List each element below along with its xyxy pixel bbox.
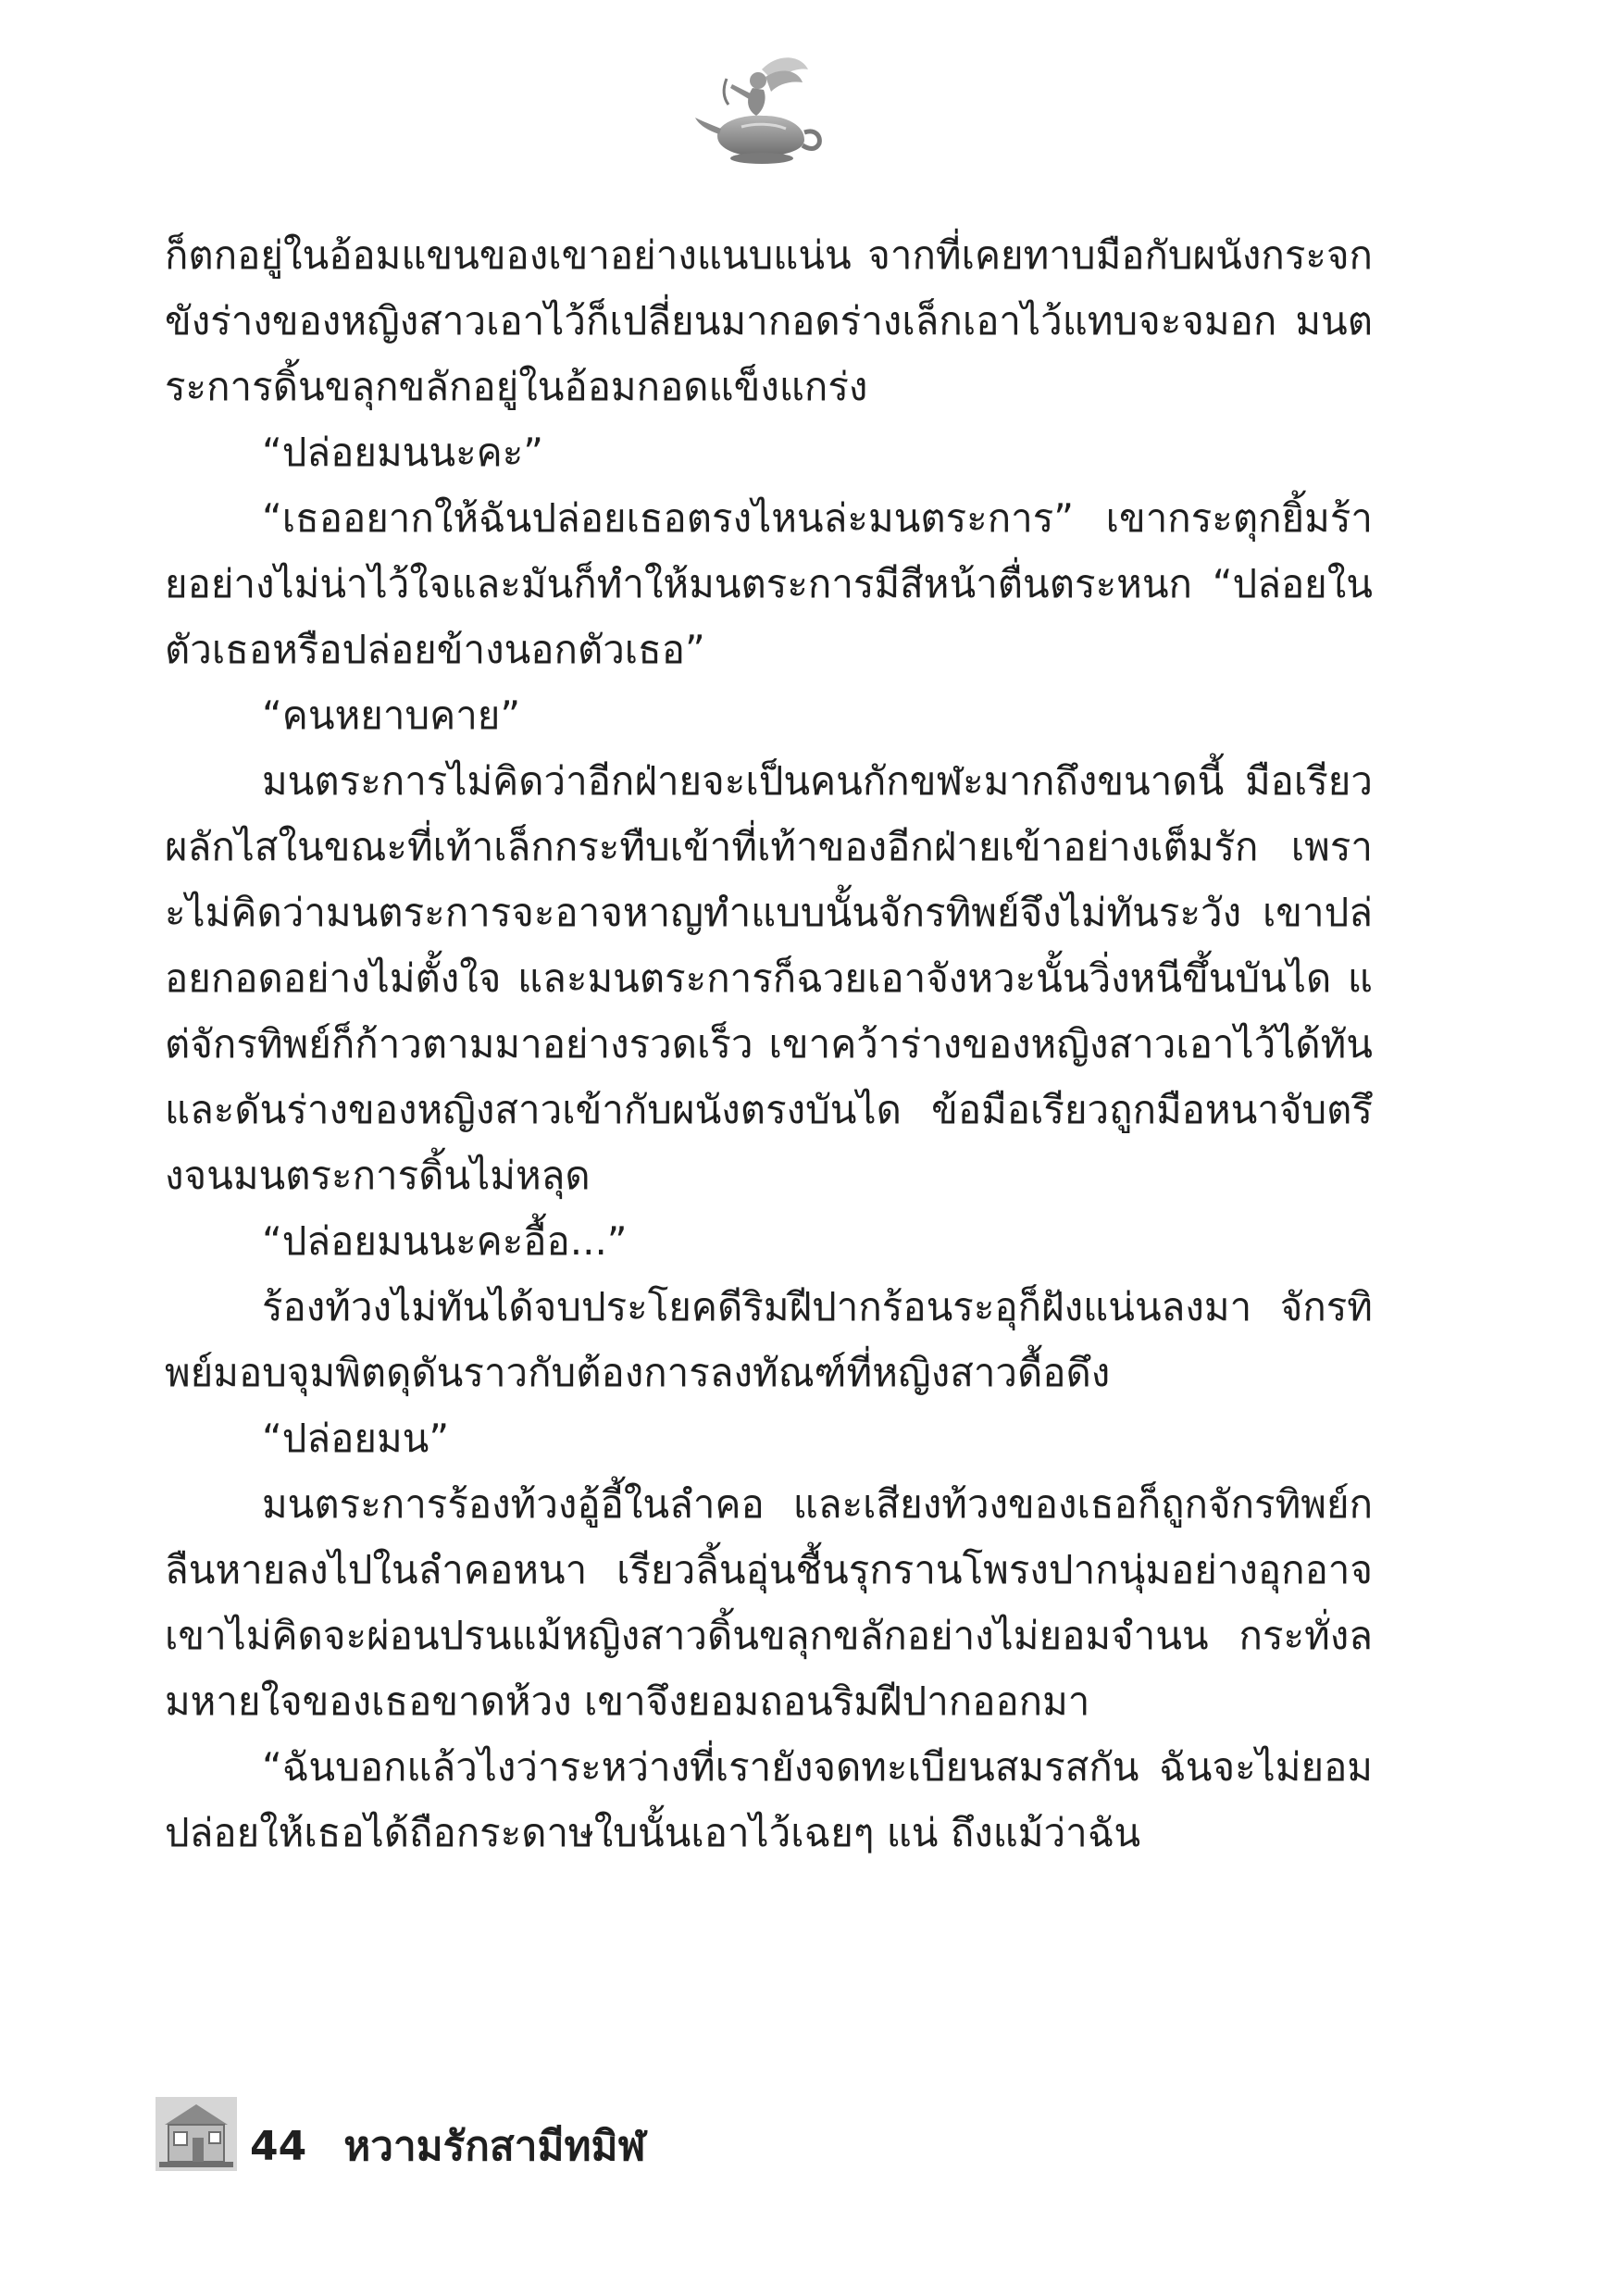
paragraph: ก็ตกอยู่ในอ้อมแขนของเขาอย่างแนบแน่น จากที่เคยทาบมือกับผนังกระจกขังร่างของหญิงสาวเอาไว้ก็เปลี่ยนมากอดร่างเล็กเอาไว้แทบจะจมอก มนตระการดิ้นขลุกขลักอยู่ในอ้อมกอดแข็งแกร่ง (165, 232, 1373, 409)
paragraph: “เธออยากให้ฉันปล่อยเธอตรงไหนล่ะมนตระการ” เขากระตุกยิ้มร้ายอย่างไม่น่าไว้ใจและมันก็ทำให้มนตระการมีสีหน้าตื่นตระหนก “ปล่อยในตัวเธอหรือปล่อยข้างนอกตัวเธอ” (165, 495, 1373, 672)
page-footer (156, 2097, 646, 2171)
paragraph: มนตระการร้องท้วงอู้อี้ในลำคอ และเสียงท้วงของเธอก็ถูกจักรทิพย์กลืนหายลงไปในลำคอหนา เรียวลิ้นอุ่นชื้นรุกรานโพรงปากนุ่มอย่างอุกอาจ เขาไม่คิดจะผ่อนปรนแม้หญิงสาวดิ้นขลุกขลักอย่างไม่ยอมจำนน กระทั่งลมหายใจของเธอขาดห้วง เขาจึงยอมถอนริมฝีปากออกมา (165, 1481, 1373, 1724)
paragraph: “ปล่อยมน” (262, 1416, 450, 1461)
paragraph: มนตระการไม่คิดว่าอีกฝ่ายจะเป็นคนกักขฬะมากถึงขนาดนี้ มือเรียวผลักไสในขณะที่เท้าเล็กกระทืบเข้าที่เท้าของอีกฝ่ายเข้าอย่างเต็มรัก เพราะไม่คิดว่ามนตระการจะอาจหาญทำแบบนั้นจักรทิพย์จึงไม่ทันระวัง เขาปล่อยกอดอย่างไม่ตั้งใจ และมนตระการก็ฉวยเอาจังหวะนั้นวิ่งหนีขึ้นบันได แต่จักรทิพย์ก็ก้าวตามมาอย่างรวดเร็ว เขาคว้าร่างของหญิงสาวเอาไว้ได้ทันและดันร่างของหญิงสาวเข้ากับผนังตรงบันได ข้อมือเรียวถูกมือหนาจับตรึงจนมนตระการดิ้นไม่หลุด (165, 758, 1373, 1198)
body-text (165, 222, 1373, 1866)
paragraph: “ปล่อยมนนะคะ” (262, 430, 544, 475)
paragraph: “คนหยาบคาย” (262, 693, 521, 738)
cupid-teapot-ornament-icon (690, 51, 828, 171)
paragraph: “ฉันบอกแล้วไงว่าระหว่างที่เรายังจดทะเบียนสมรสกัน ฉันจะไม่ยอมปล่อยให้เธอได้ถือกระดาษใบนั้นเอาไว้เฉยๆ แน่ ถึงแม้ว่าฉัน (165, 1744, 1373, 1855)
house-stamp-icon (156, 2097, 237, 2171)
paragraph: ร้องท้วงไม่ทันได้จบประโยคดีริมฝีปากร้อนระอุก็ฝังแน่นลงมา จักรทิพย์มอบจุมพิตดุดันราวกับต้องการลงทัณฑ์ที่หญิงสาวดื้อดึง (165, 1284, 1373, 1395)
page-number: 44 (250, 2123, 307, 2170)
paragraph: “ปล่อยมนนะคะอื้อ...” (262, 1218, 628, 1264)
book-title: หวามรักสามีทมิฬ (343, 2123, 646, 2170)
